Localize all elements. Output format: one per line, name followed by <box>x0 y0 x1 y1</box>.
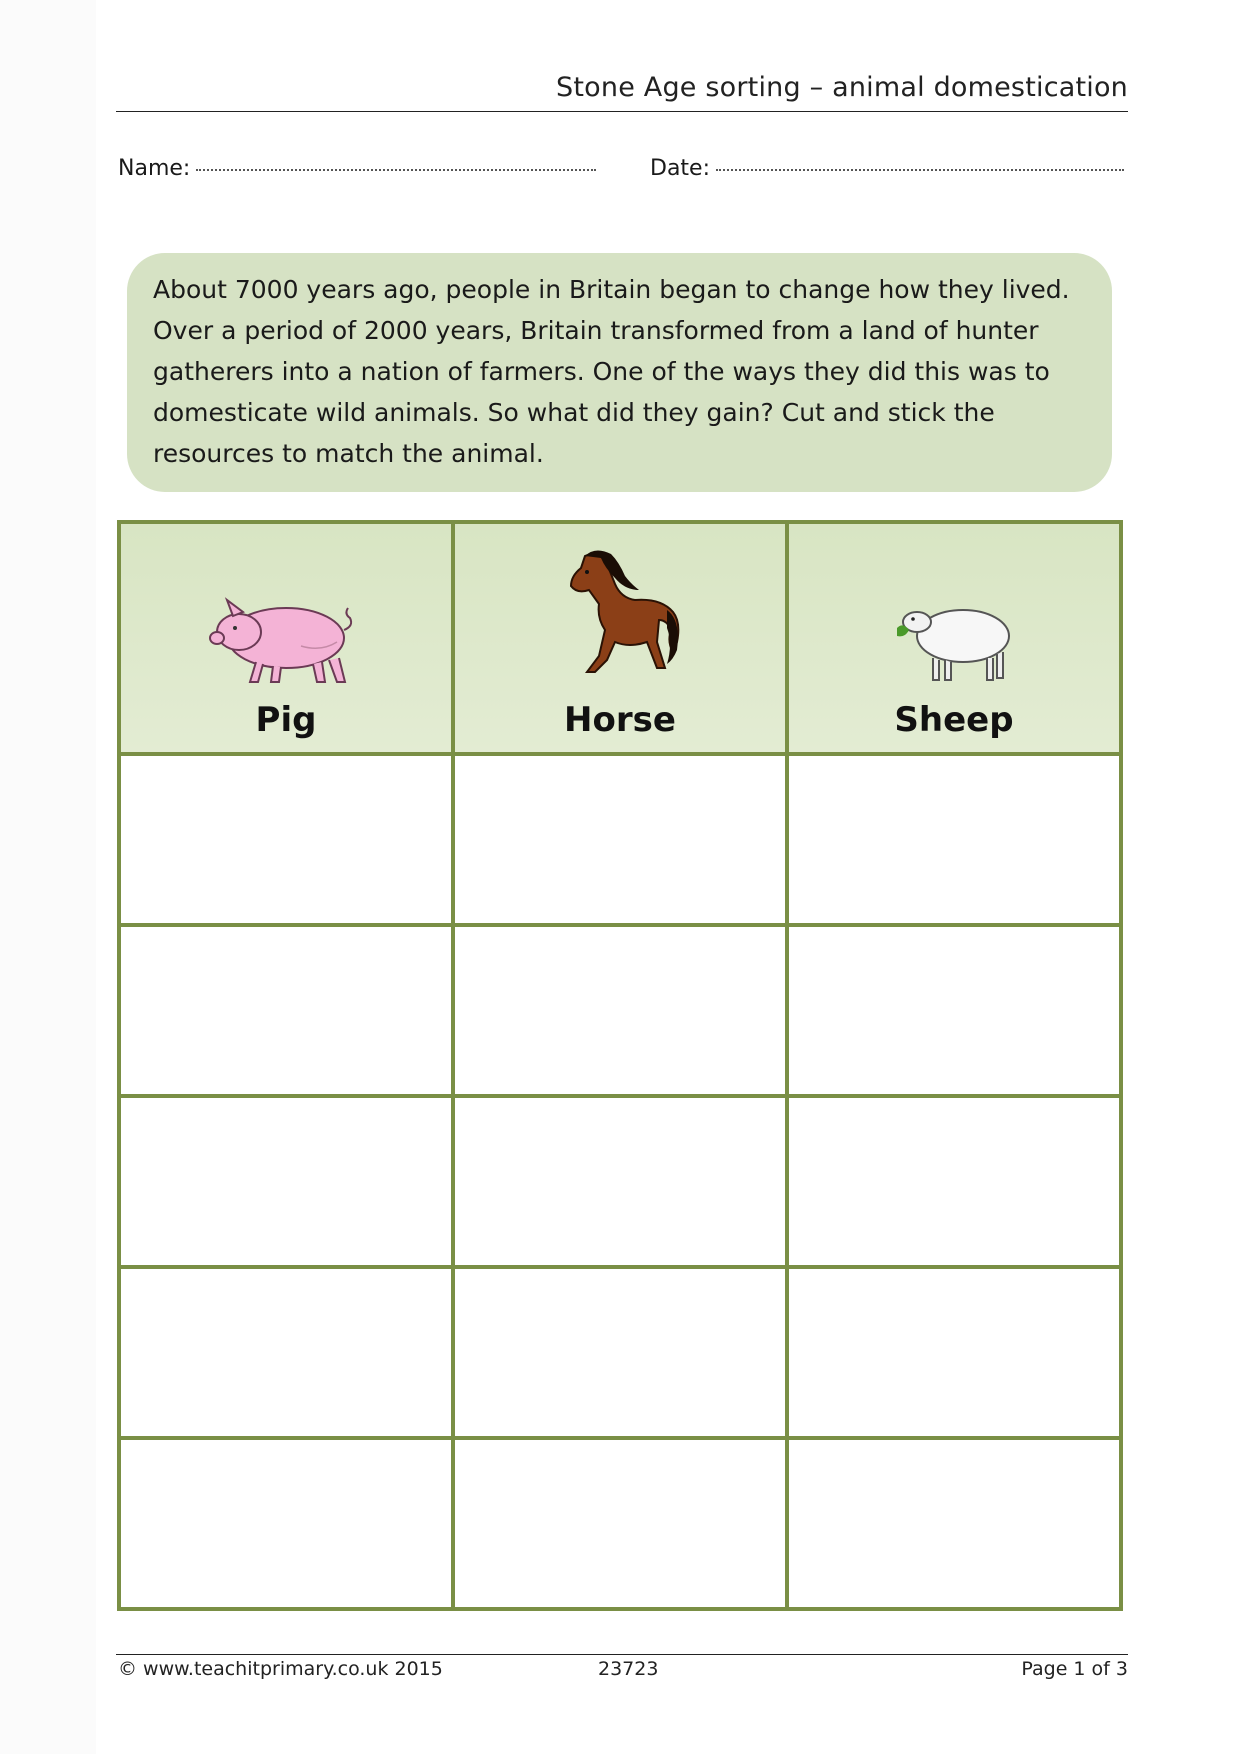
name-field <box>118 156 596 181</box>
sort-cell[interactable] <box>119 925 453 1096</box>
horse-icon <box>555 546 685 686</box>
column-header-sheep <box>787 522 1121 754</box>
sort-cell[interactable] <box>787 1096 1121 1267</box>
sort-cell[interactable] <box>787 1438 1121 1609</box>
sort-cell[interactable] <box>453 754 787 925</box>
table-row <box>119 754 1121 925</box>
intro-line: resources to match the animal. <box>153 439 544 468</box>
date-field <box>650 156 1124 181</box>
date-dotted-line[interactable] <box>716 169 1124 171</box>
sorting-table <box>117 520 1123 1611</box>
column-label-sheep: Sheep <box>894 700 1014 740</box>
column-label-pig: Pig <box>255 700 317 740</box>
intro-line: About 7000 years ago, people in Britain began to change how they lived. <box>153 275 1070 304</box>
sort-cell[interactable] <box>119 1438 453 1609</box>
footer-divider <box>116 1654 1128 1655</box>
pig-icon <box>201 586 371 686</box>
name-dotted-line[interactable] <box>196 169 596 171</box>
sort-cell[interactable] <box>453 1438 787 1609</box>
sort-cell[interactable] <box>119 1267 453 1438</box>
intro-line: Over a period of 2000 years, Britain transformed from a land of hunter <box>153 316 1039 345</box>
sort-cell[interactable] <box>787 1267 1121 1438</box>
table-row <box>119 1096 1121 1267</box>
table-row <box>119 1267 1121 1438</box>
sort-cell[interactable] <box>119 754 453 925</box>
header-divider <box>116 111 1128 112</box>
sort-cell[interactable] <box>787 754 1121 925</box>
sort-cell[interactable] <box>453 1096 787 1267</box>
footer-resource-code: 23723 <box>598 1658 659 1680</box>
pig-picture <box>121 546 451 686</box>
intro-line: domesticate wild animals. So what did they gain? Cut and stick the <box>153 398 995 427</box>
sheep-picture <box>789 546 1119 686</box>
date-label: Date: <box>650 156 710 181</box>
sort-cell[interactable] <box>453 925 787 1096</box>
page-margin <box>0 0 96 1754</box>
sort-cell[interactable] <box>453 1267 787 1438</box>
sheep-icon <box>889 596 1019 686</box>
horse-picture <box>455 546 785 686</box>
column-header-horse <box>453 522 787 754</box>
intro-line: gatherers into a nation of farmers. One of the ways they did this was to <box>153 357 1050 386</box>
column-header-pig <box>119 522 453 754</box>
sort-cell[interactable] <box>119 1096 453 1267</box>
footer-page-number: Page 1 of 3 <box>1021 1658 1128 1680</box>
footer-copyright: © www.teachitprimary.co.uk 2015 <box>118 1658 443 1680</box>
name-label: Name: <box>118 156 191 181</box>
intro-box <box>127 253 1112 492</box>
sort-cell[interactable] <box>787 925 1121 1096</box>
table-row <box>119 1438 1121 1609</box>
column-label-horse: Horse <box>564 700 676 740</box>
worksheet-title: Stone Age sorting – animal domestication <box>556 72 1128 103</box>
table-row <box>119 925 1121 1096</box>
